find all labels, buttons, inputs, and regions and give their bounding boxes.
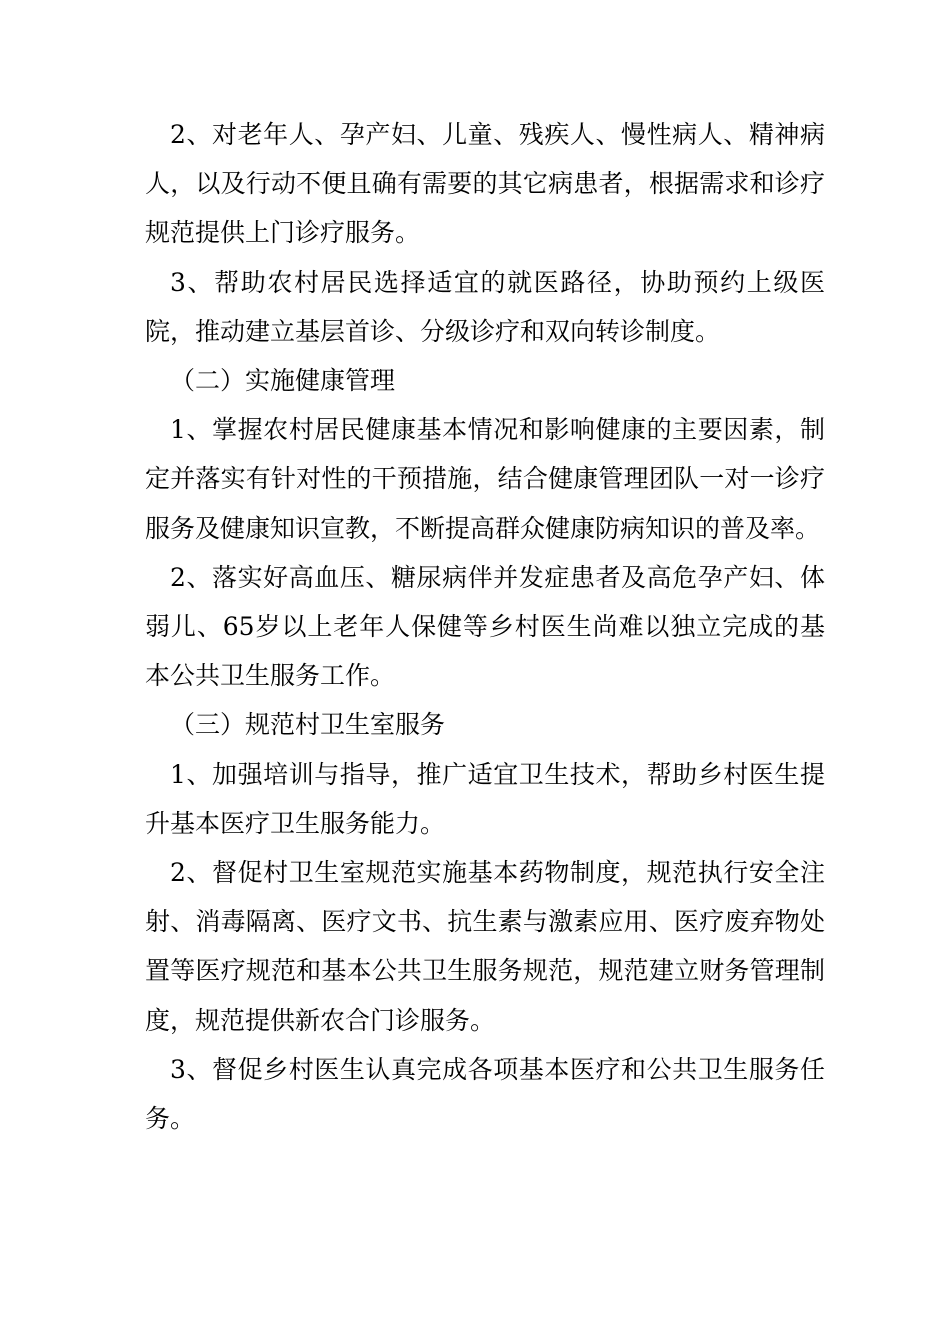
paragraph-1-training: 1、加强培训与指导，推广适宜卫生技术，帮助乡村医生提升基本医疗卫生服务能力。: [145, 759, 825, 838]
paragraph-3-tasks: 3、督促乡村医生认真完成各项基本医疗和公共卫生服务任务。: [145, 1054, 825, 1134]
section-heading-health-management: （二）实施健康管理: [170, 366, 396, 396]
paragraph-2-high-risk-care: 2、落实好高血压、糖尿病伴并发症患者及高危孕产妇、体弱儿、65岁以上老年人保健等乡村医生尚难以独立完成的基本公共卫生服务工作。: [145, 562, 825, 691]
document-body: [145, 110, 825, 1143]
paragraph-3-referral: 3、帮助农村居民选择适宜的就医路径，协助预约上级医院，推动建立基层首诊、分级诊疗和双向转诊制度。: [145, 267, 825, 346]
section-heading-village-clinic: （三）规范村卫生室服务: [170, 710, 446, 740]
paragraph-2-home-visits: 2、对老年人、孕产妇、儿童、残疾人、慢性病人、精神病人，以及行动不便且确有需要的其它病患者，根据需求和诊疗规范提供上门诊疗服务。: [145, 120, 825, 248]
paragraph-1-health-factors: 1、掌握农村居民健康基本情况和影响健康的主要因素，制定并落实有针对性的干预措施，结合健康管理团队一对一诊疗服务及健康知识宣教，不断提高群众健康防病知识的普及率。: [145, 415, 825, 543]
paragraph-2-standards: 2、督促村卫生室规范实施基本药物制度，规范执行安全注射、消毒隔离、医疗文书、抗生素与激素应用、医疗废弃物处置等医疗规范和基本公共卫生服务规范，规范建立财务管理制度，规范提供新农合门诊服务。: [145, 858, 825, 1035]
